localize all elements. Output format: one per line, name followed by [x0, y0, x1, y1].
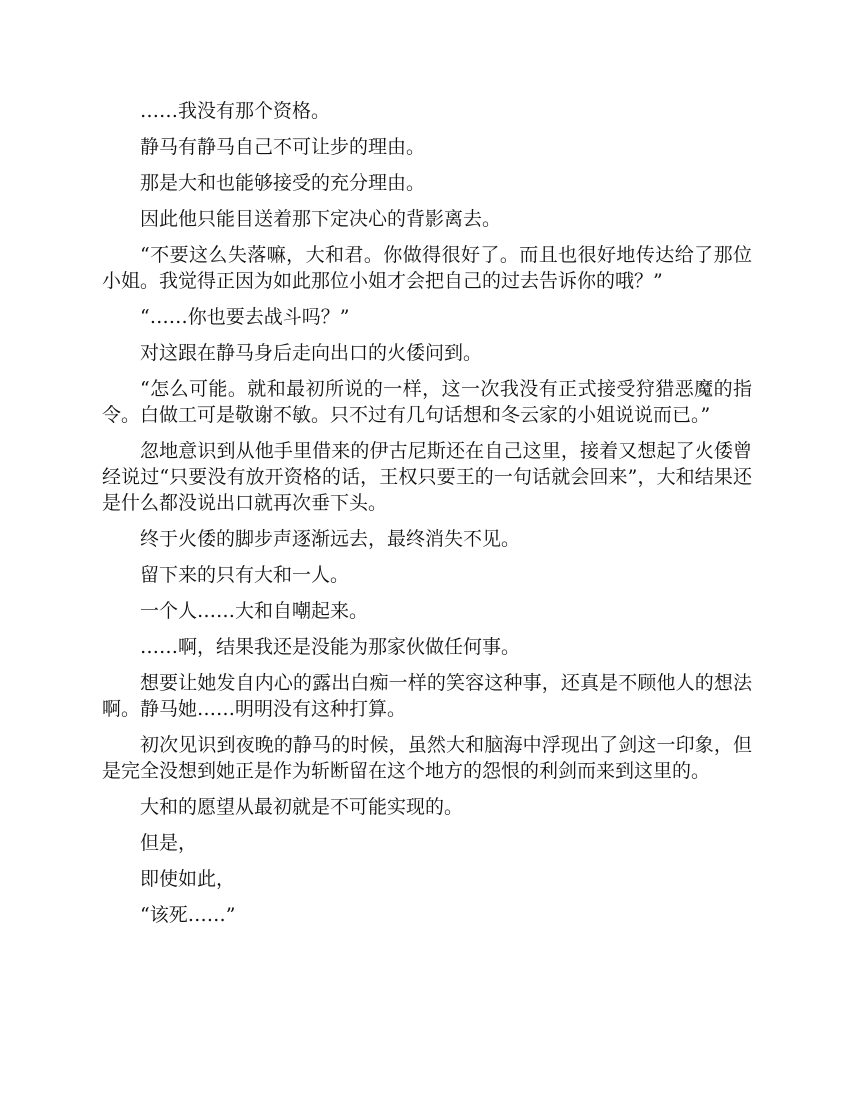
paragraph: 因此他只能目送着那下定决心的背影离去。	[140, 208, 502, 230]
paragraph: 对这跟在静马身后走向出口的火倭问到。	[140, 342, 483, 364]
paragraph: 但是，	[140, 832, 198, 854]
paragraph: 想要让她发自内心的露出白痴一样的笑容这种事，还真是不顾他人的想法啊。静马她……明明没有这种打算。	[102, 672, 752, 720]
paragraph: 大和的愿望从最初就是不可能实现的。	[140, 796, 464, 818]
paragraph: 一个人……大和自嘲起来。	[140, 600, 369, 622]
paragraph: 终于火倭的脚步声逐渐远去，最终消失不见。	[140, 528, 521, 550]
paragraph: ……我没有那个资格。	[140, 100, 331, 122]
document-page	[102, 98, 752, 938]
paragraph: ……啊，结果我还是没能为那家伙做任何事。	[140, 636, 521, 658]
paragraph: “……你也要去战斗吗？”	[140, 306, 350, 328]
paragraph: 静马有静马自己不可让步的理由。	[140, 136, 426, 158]
paragraph: “不要这么失落嘛，大和君。你做得很好了。而且也很好地传达给了那位小姐。我觉得正因为如此那位小姐才会把自己的过去告诉你的哦？”	[102, 244, 752, 292]
paragraph: “该死……”	[140, 904, 236, 926]
paragraph: 那是大和也能够接受的充分理由。	[140, 172, 426, 194]
paragraph: 留下来的只有大和一人。	[140, 564, 350, 586]
paragraph: 忽地意识到从他手里借来的伊古尼斯还在自己这里，接着又想起了火倭曾经说过“只要没有放开资格的话，王权只要王的一句话就会回来”，大和结果还是什么都没说出口就再次垂下头。	[102, 440, 752, 514]
paragraph: “怎么可能。就和最初所说的一样，这一次我没有正式接受狩猎恶魔的指令。白做工可是敬谢不敏。只不过有几句话想和冬云家的小姐说说而已。”	[102, 378, 752, 426]
paragraph: 即使如此，	[140, 868, 236, 890]
paragraph: 初次见识到夜晚的静马的时候，虽然大和脑海中浮现出了剑这一印象，但是完全没想到她正是作为斩断留在这个地方的怨恨的利剑而来到这里的。	[102, 734, 752, 782]
